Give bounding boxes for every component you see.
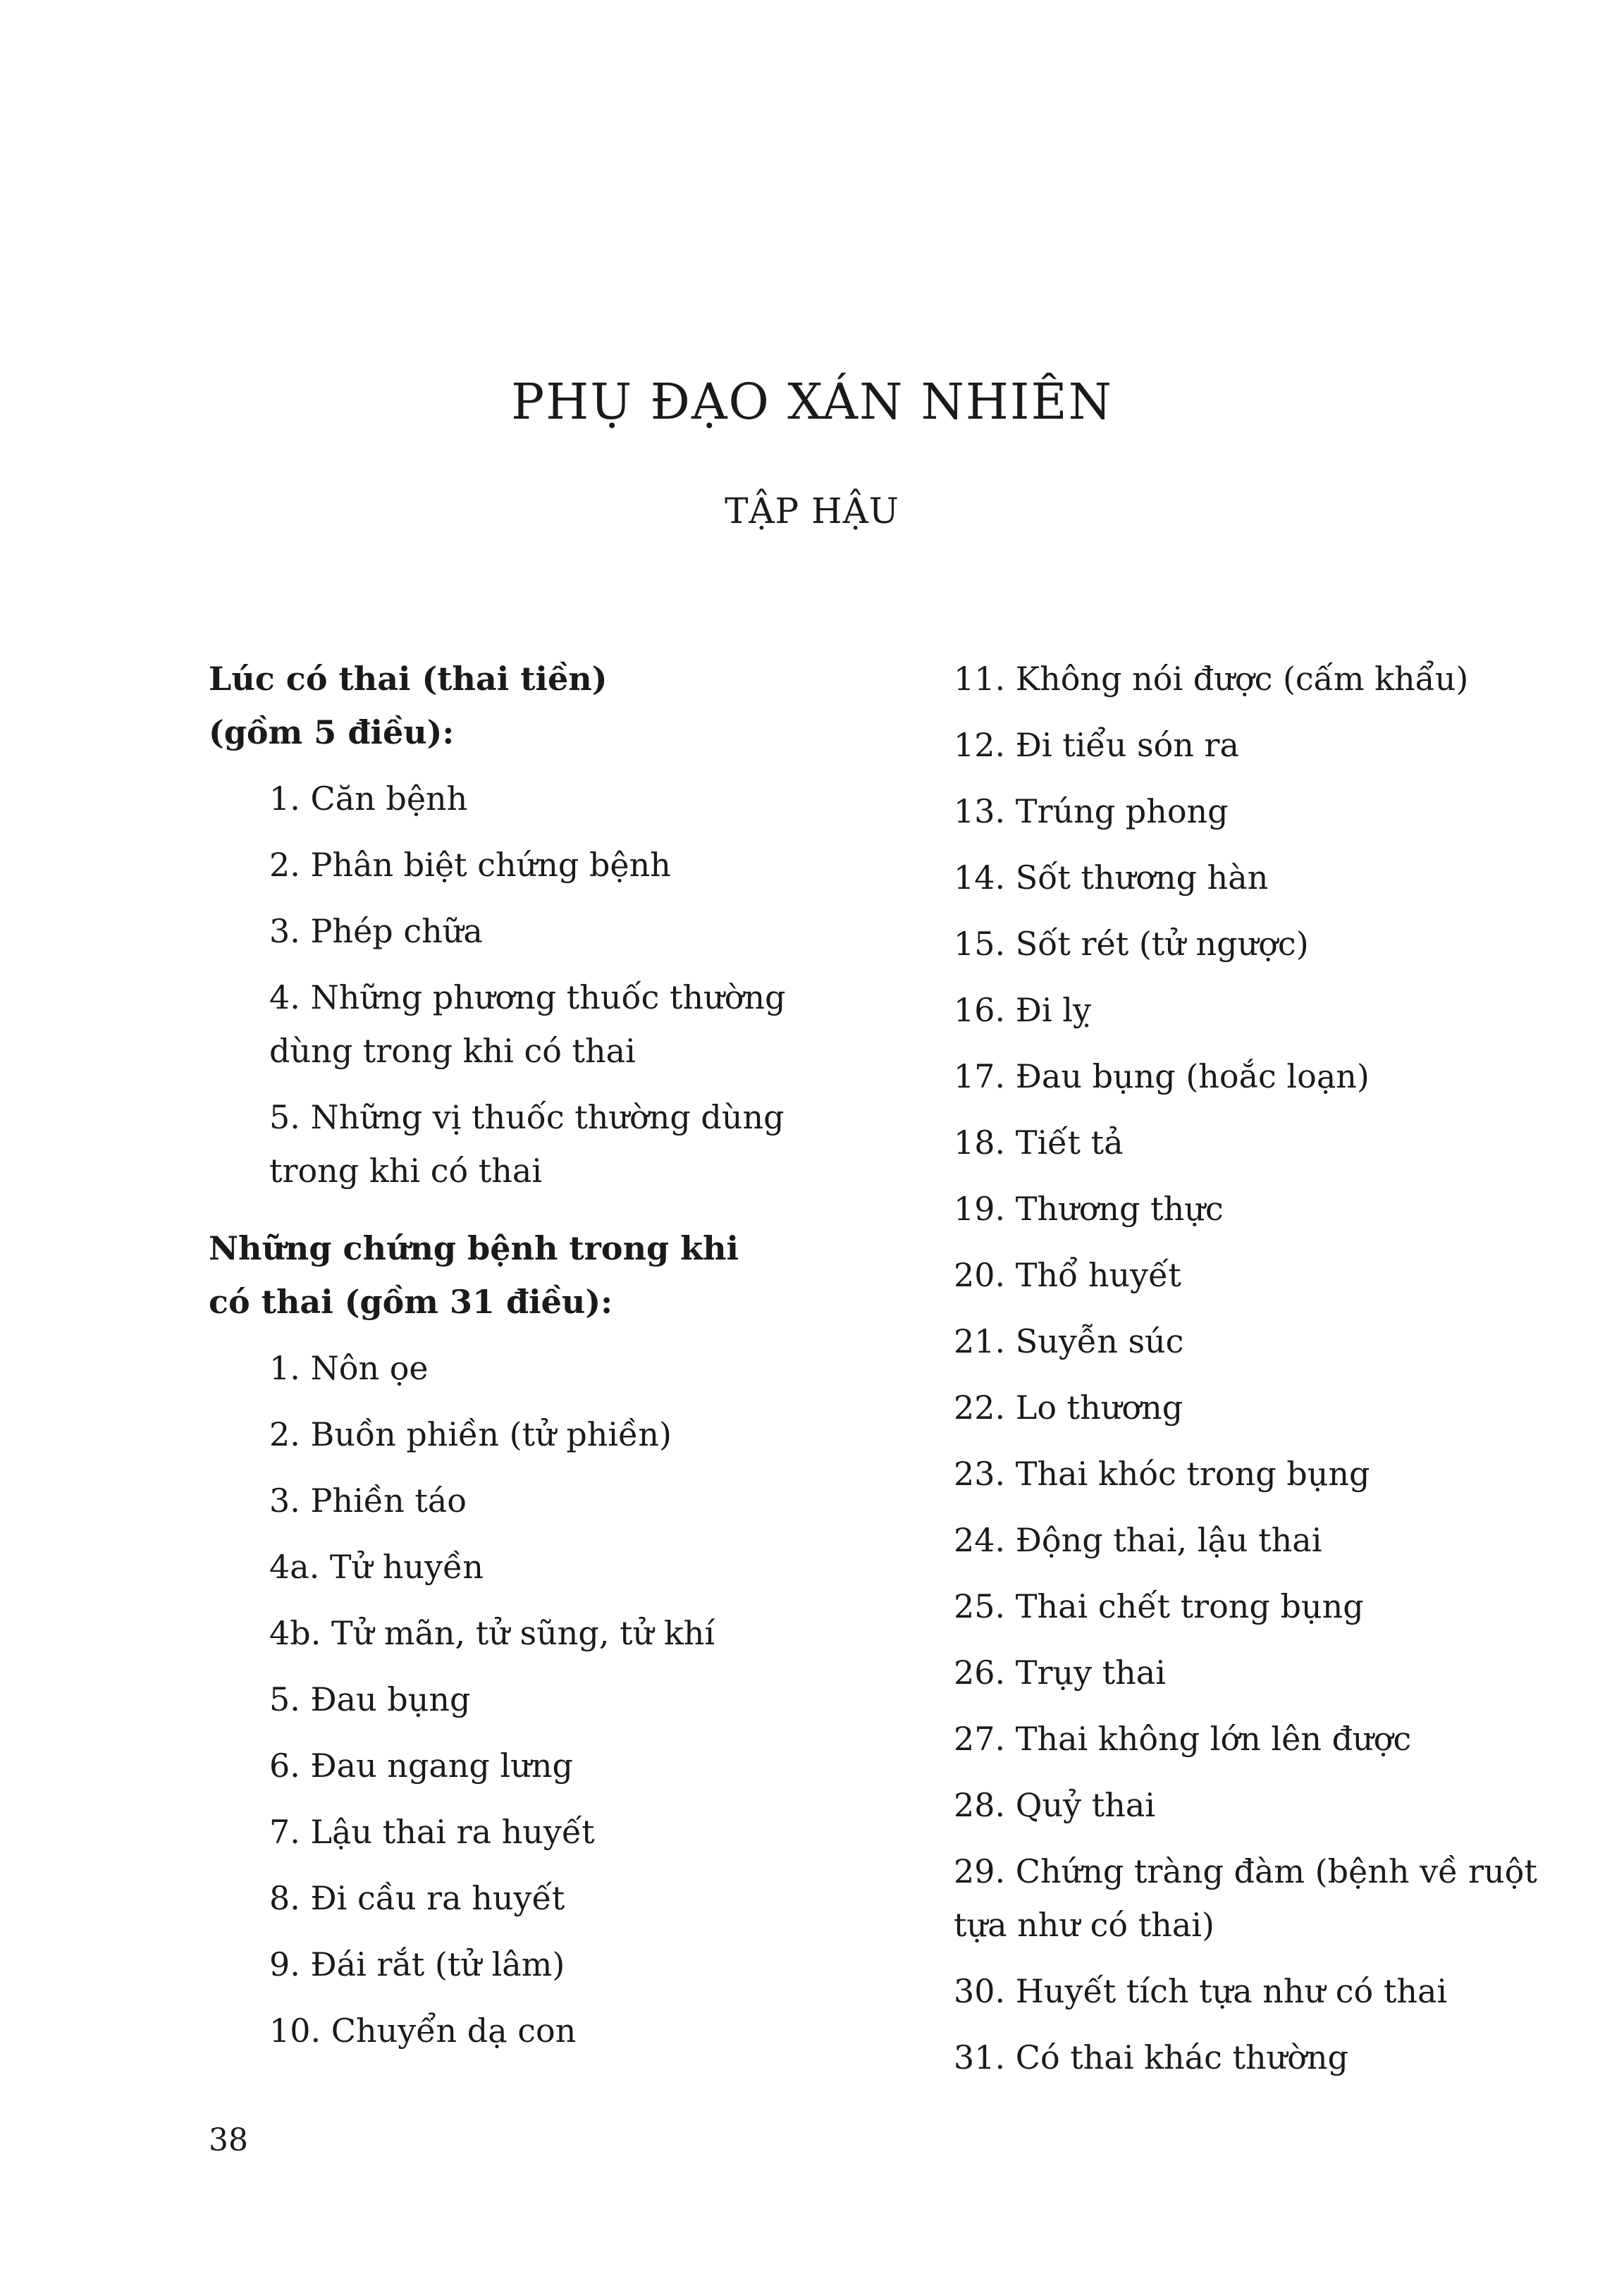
list-item: 12. Đi tiểu són ra xyxy=(954,726,1239,764)
list-item: 29. Chứng tràng đàm (bệnh về ruột tựa như có thai) xyxy=(954,1852,1537,1944)
page-title: PHỤ ĐẠO XÁN NHIÊN xyxy=(511,373,1113,431)
page-subtitle: TẬP HẬU xyxy=(725,491,899,531)
list-item: 19. Thương thực xyxy=(954,1190,1224,1228)
list-item: 4b. Tử mãn, tử sũng, tử khí xyxy=(269,1614,715,1652)
list-item: 10. Chuyển dạ con xyxy=(269,2012,577,2050)
list-item: 11. Không nói được (cấm khẩu) xyxy=(954,660,1469,698)
list-item: 9. Đái rắt (tử lâm) xyxy=(269,1945,565,1983)
list-item: 7. Lậu thai ra huyết xyxy=(269,1813,595,1851)
list-item: 1. Căn bệnh xyxy=(269,780,468,818)
list-item: 30. Huyết tích tựa như có thai xyxy=(954,1972,1448,2010)
list-item: 16. Đi lỵ xyxy=(954,991,1091,1029)
list-item: 17. Đau bụng (hoắc loạn) xyxy=(954,1057,1370,1095)
section-heading-line: (gồm 5 điều): xyxy=(209,713,455,751)
list-item: 21. Suyễn súc xyxy=(954,1322,1184,1360)
list-item: 22. Lo thương xyxy=(954,1389,1183,1427)
list-item: 18. Tiết tả xyxy=(954,1124,1124,1162)
left-column xyxy=(209,652,815,2070)
section-heading-line: Những chứng bệnh trong khi xyxy=(209,1229,739,1267)
list-item: 2. Buồn phiền (tử phiền) xyxy=(269,1415,672,1453)
list-item: 25. Thai chết trong bụng xyxy=(954,1587,1364,1625)
list-item: 20. Thổ huyết xyxy=(954,1256,1181,1294)
section-list-conditions xyxy=(269,1341,815,2057)
list-item: 1. Nôn ọe xyxy=(269,1349,429,1387)
section-gap xyxy=(209,1210,815,1221)
list-item: 2. Phân biệt chứng bệnh xyxy=(269,846,671,884)
list-item: 4. Những phương thuốc thường dùng trong khi có thai xyxy=(269,978,786,1070)
section-list-conditions-continued xyxy=(954,652,1553,2084)
page-number: 38 xyxy=(209,2122,248,2158)
right-column xyxy=(954,652,1553,2097)
section-list-pregnancy xyxy=(269,772,815,1198)
list-item: 5. Đau bụng xyxy=(269,1680,471,1718)
list-item: 3. Phiền táo xyxy=(269,1482,467,1520)
list-item: 8. Đi cầu ra huyết xyxy=(269,1879,565,1917)
list-item: 24. Động thai, lậu thai xyxy=(954,1521,1322,1559)
section-heading-pregnancy xyxy=(209,652,815,759)
list-item: 3. Phép chữa xyxy=(269,912,483,950)
list-item: 31. Có thai khác thường xyxy=(954,2038,1348,2076)
section-heading-line: có thai (gồm 31 điều): xyxy=(209,1283,613,1321)
list-item: 6. Đau ngang lưng xyxy=(269,1747,573,1785)
section-heading-conditions xyxy=(209,1221,815,1329)
list-item: 27. Thai không lớn lên được xyxy=(954,1720,1412,1758)
list-item: 5. Những vị thuốc thường dùng trong khi có thai xyxy=(269,1098,785,1190)
list-item: 4a. Tử huyền xyxy=(269,1548,484,1586)
list-item: 26. Trụy thai xyxy=(954,1654,1166,1692)
list-item: 28. Quỷ thai xyxy=(954,1786,1155,1824)
list-item: 13. Trúng phong xyxy=(954,792,1229,830)
list-item: 15. Sốt rét (tử ngược) xyxy=(954,925,1309,963)
list-item: 14. Sốt thương hàn xyxy=(954,858,1269,897)
section-heading-line: Lúc có thai (thai tiền) xyxy=(209,660,608,698)
list-item: 23. Thai khóc trong bụng xyxy=(954,1455,1370,1493)
